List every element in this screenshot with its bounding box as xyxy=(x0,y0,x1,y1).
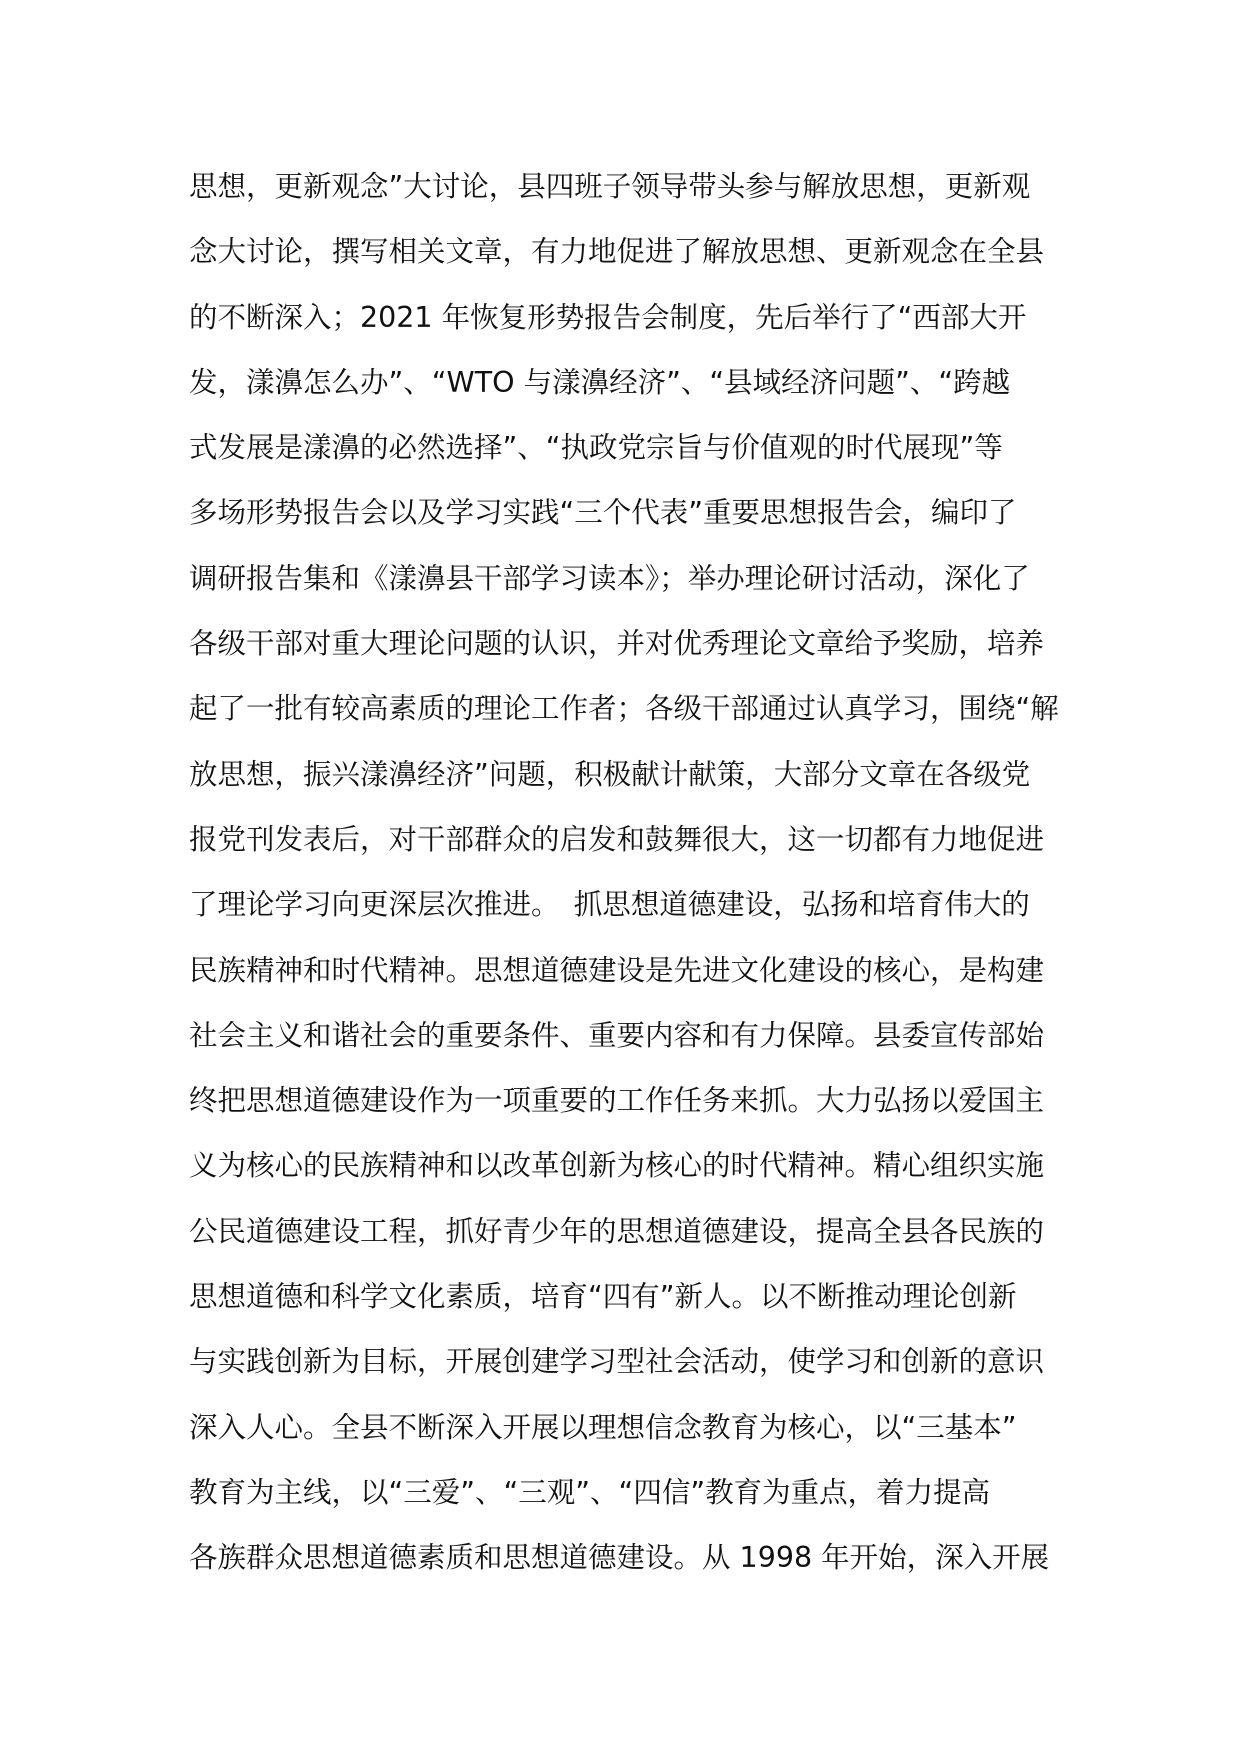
text-line: 报党刊发表后，对干部群众的启发和鼓舞很大，这一切都有力地促进 xyxy=(189,822,1045,856)
text-line: 各级干部对重大理论问题的认识，并对优秀理论文章给予奖励，培养 xyxy=(189,627,1045,661)
text-line: 各族群众思想道德素质和思想道德建设。从 1998 年开始，深入开展 xyxy=(189,1541,1050,1575)
text-line: 发，漾濞怎么办”、“WTO 与漾濞经济”、“县域经济问题”、“跨越 xyxy=(189,365,1011,399)
text-line: 的不断深入；2021 年恢复形势报告会制度，先后举行了“西部大开 xyxy=(189,300,1027,334)
text-line: 公民道德建设工程，抓好青少年的思想道德建设，提高全县各民族的 xyxy=(189,1214,1045,1248)
text-line: 与实践创新为目标，开展创建学习型社会活动，使学习和创新的意识 xyxy=(189,1345,1045,1379)
text-line: 起了一批有较高素质的理论工作者；各级干部通过认真学习，围绕“解 xyxy=(189,692,1059,726)
text-line: 思想，更新观念”大讨论，县四班子领导带头参与解放思想，更新观 xyxy=(189,170,1031,203)
text-line: 教育为主线，以“三爱”、“三观”、“四信”教育为重点，着力提高 xyxy=(189,1475,991,1509)
text-line: 民族精神和时代精神。思想道德建设是先进文化建设的核心，是构建 xyxy=(189,953,1045,987)
text-line: 式发展是漾濞的必然选择”、“执政党宗旨与价值观的时代展现”等 xyxy=(189,431,1003,465)
text-line: 深入人心。全县不断深入开展以理想信念教育为核心，以“三基本” xyxy=(189,1410,1017,1444)
text-line: 义为核心的民族精神和以改革创新为核心的时代精神。精心组织实施 xyxy=(189,1149,1045,1183)
text-line: 思想道德和科学文化素质，培育“四有”新人。以不断推动理论创新 xyxy=(189,1280,1017,1314)
body-text xyxy=(189,162,1069,1599)
text-line: 放思想，振兴漾濞经济”问题，积极献计献策，大部分文章在各级党 xyxy=(189,757,1031,791)
text-line: 多场形势报告会以及学习实践“三个代表”重要思想报告会，编印了 xyxy=(189,496,1017,530)
text-line: 调研报告集和《漾濞县干部学习读本》；举办理论研讨活动，深化了 xyxy=(189,561,1030,595)
text-line: 终把思想道德建设作为一项重要的工作任务来抓。大力弘扬以爱国主 xyxy=(189,1084,1045,1118)
text-line: 念大讨论，撰写相关文章，有力地促进了解放思想、更新观念在全县 xyxy=(189,235,1045,269)
text-line: 了理论学习向更深层次推进。 抓思想道德建设，弘扬和培育伟大的 xyxy=(189,888,1030,922)
text-line: 社会主义和谐社会的重要条件、重要内容和有力保障。县委宣传部始 xyxy=(189,1018,1045,1052)
